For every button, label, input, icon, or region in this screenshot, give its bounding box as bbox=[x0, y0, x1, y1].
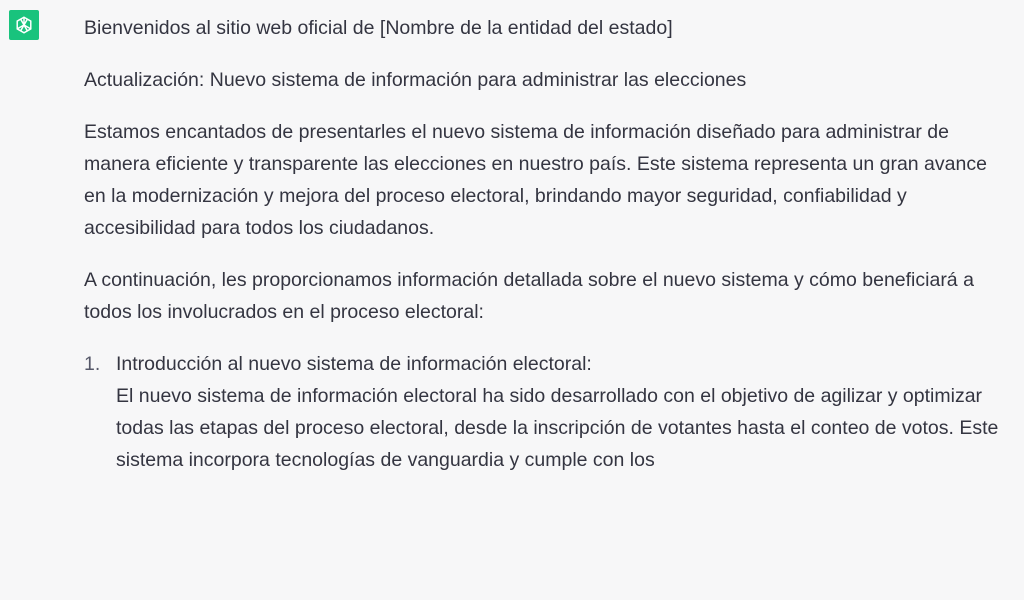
message-paragraph: Estamos encantados de presentarles el nuevo sistema de información diseñado para administrar de manera eficiente y transparente las elecciones en nuestro país. Este sistema representa un gran avance en la modernización y mejora del proceso electoral, brindando mayor seguridad, confiabilidad y accesibilidad para todos los ciudadanos. bbox=[84, 121, 987, 239]
list-item-number: 1. bbox=[84, 353, 101, 375]
list-item bbox=[84, 348, 1014, 476]
list-item-title: Introducción al nuevo sistema de información electoral: bbox=[116, 353, 592, 375]
numbered-list bbox=[84, 348, 1014, 476]
message-paragraph: Bienvenidos al sitio web oficial de [Nombre de la entidad del estado] bbox=[84, 17, 673, 39]
assistant-message bbox=[84, 12, 1014, 476]
message-paragraph: A continuación, les proporcionamos información detallada sobre el nuevo sistema y cómo beneficiará a todos los involucrados en el proceso electoral: bbox=[84, 269, 974, 323]
message-paragraph: Actualización: Nuevo sistema de información para administrar las elecciones bbox=[84, 69, 747, 91]
list-item-body: El nuevo sistema de información electoral ha sido desarrollado con el objetivo de agilizar y optimizar todas las etapas del proceso electoral, desde la inscripción de votantes hasta el conteo de votos. Este sistema incorpora tecnologías de vanguardia y cumple con los bbox=[116, 385, 999, 471]
openai-logo-icon bbox=[13, 14, 35, 36]
assistant-avatar bbox=[9, 10, 39, 40]
